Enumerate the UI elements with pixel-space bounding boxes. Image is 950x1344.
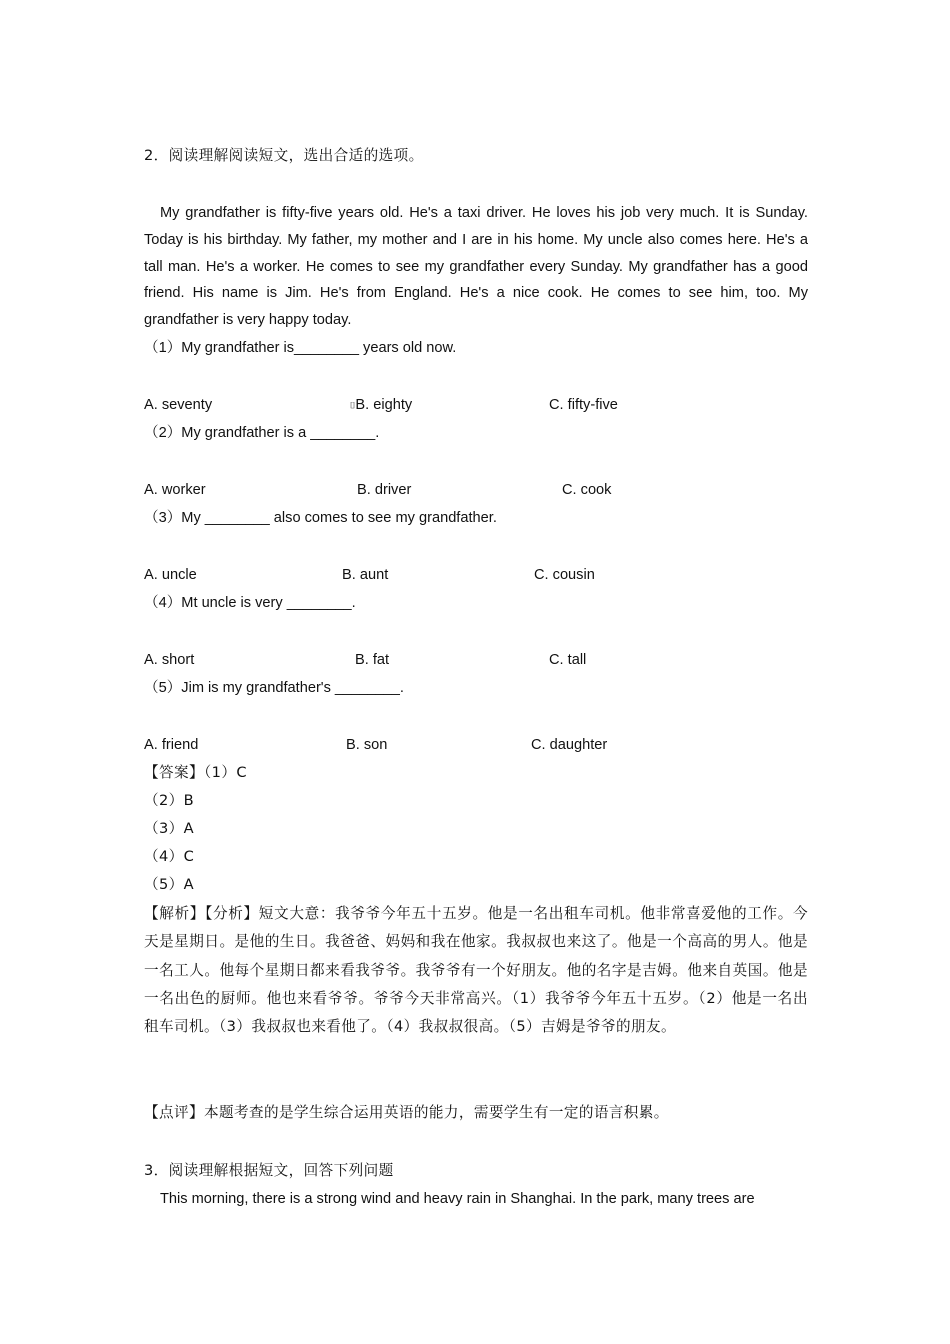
option-b[interactable]: B. driver <box>357 482 412 498</box>
question-3-heading: 3．阅读理解根据短文，回答下列问题 <box>144 1162 394 1179</box>
analysis-block: 【解析】【分析】短文大意：我爷爷今年五十五岁。他是一名出租车司机。他非常喜爱他的工作。今天是星期日。是他的生日。我爸爸、妈妈和我在他家。我叔叔也来这了。他是一个高高的男人。他是一名工人。他每个星期日都来看我爷爷。我爷爷有一个好朋友。他的名字是吉姆。他来自英国。他是一名出色的厨师。他也来看爷爷。爷爷今天非常高兴。（1）我爷爷今年五十五岁。（2）他是一名出租车司机。（3）我叔叔也来看他了。（4）我叔叔很高。（5）吉姆是爷爷的朋友。 <box>144 905 808 1036</box>
question-3-stem: （3）My ________ also comes to see my grandfather. <box>144 510 497 526</box>
option-a[interactable]: A. uncle <box>144 567 197 583</box>
option-b[interactable]: B. aunt <box>342 567 389 583</box>
comment-block: 【点评】本题考查的是学生综合运用英语的能力，需要学生有一定的语言积累。 <box>144 1104 669 1121</box>
missing-glyph-icon: ⌷ <box>350 400 356 410</box>
question-1-stem: （1）My grandfather is________ years old now. <box>144 340 457 356</box>
option-c[interactable]: C. cousin <box>534 567 595 583</box>
question-5-options <box>144 735 808 755</box>
answer-heading: 【答案】（1）C <box>144 764 247 781</box>
answer-2: （2）B <box>144 792 195 809</box>
question-2-passage: My grandfather is fifty-five years old. He's a taxi driver. He loves his job very much. It is Sunday. Today is his birthday. My father, my mother and I are in his home. My uncle also comes here. He's a tall man. He's a worker. He comes to see my grandfather every Sunday. My grandfather has a good friend. His name is Jim. He's from England. He's a nice cook. He comes to see him, too. My grandfather is very happy today. <box>144 205 808 329</box>
option-c[interactable]: C. cook <box>562 482 612 498</box>
question-2-options <box>144 480 808 500</box>
question-1-options <box>144 395 808 415</box>
option-a[interactable]: A. worker <box>144 482 206 498</box>
option-b[interactable]: B. fat <box>355 652 390 668</box>
question-3-passage: This morning, there is a strong wind and heavy rain in Shanghai. In the park, many trees are <box>160 1191 755 1207</box>
option-b[interactable]: B. son <box>346 737 388 753</box>
answer-5: （5）A <box>144 876 195 893</box>
question-4-stem: （4）Mt uncle is very ________. <box>144 595 356 611</box>
option-b[interactable] <box>350 395 412 415</box>
option-a[interactable]: A. friend <box>144 737 199 753</box>
question-4-options <box>144 650 808 670</box>
question-3-options <box>144 565 808 585</box>
question-5-stem: （5）Jim is my grandfather's ________. <box>144 680 404 696</box>
option-a[interactable]: A. seventy <box>144 397 213 413</box>
option-c[interactable]: C. fifty-five <box>549 397 618 413</box>
answer-3: （3）A <box>144 820 195 837</box>
question-2-heading: 2．阅读理解阅读短文，选出合适的选项。 <box>144 147 424 164</box>
option-a[interactable]: A. short <box>144 652 195 668</box>
answer-4: （4）C <box>144 848 195 865</box>
option-c[interactable]: C. daughter <box>531 737 608 753</box>
question-2-stem: （2）My grandfather is a ________. <box>144 425 380 441</box>
option-b-label: B. eighty <box>355 397 413 413</box>
option-c[interactable]: C. tall <box>549 652 587 668</box>
